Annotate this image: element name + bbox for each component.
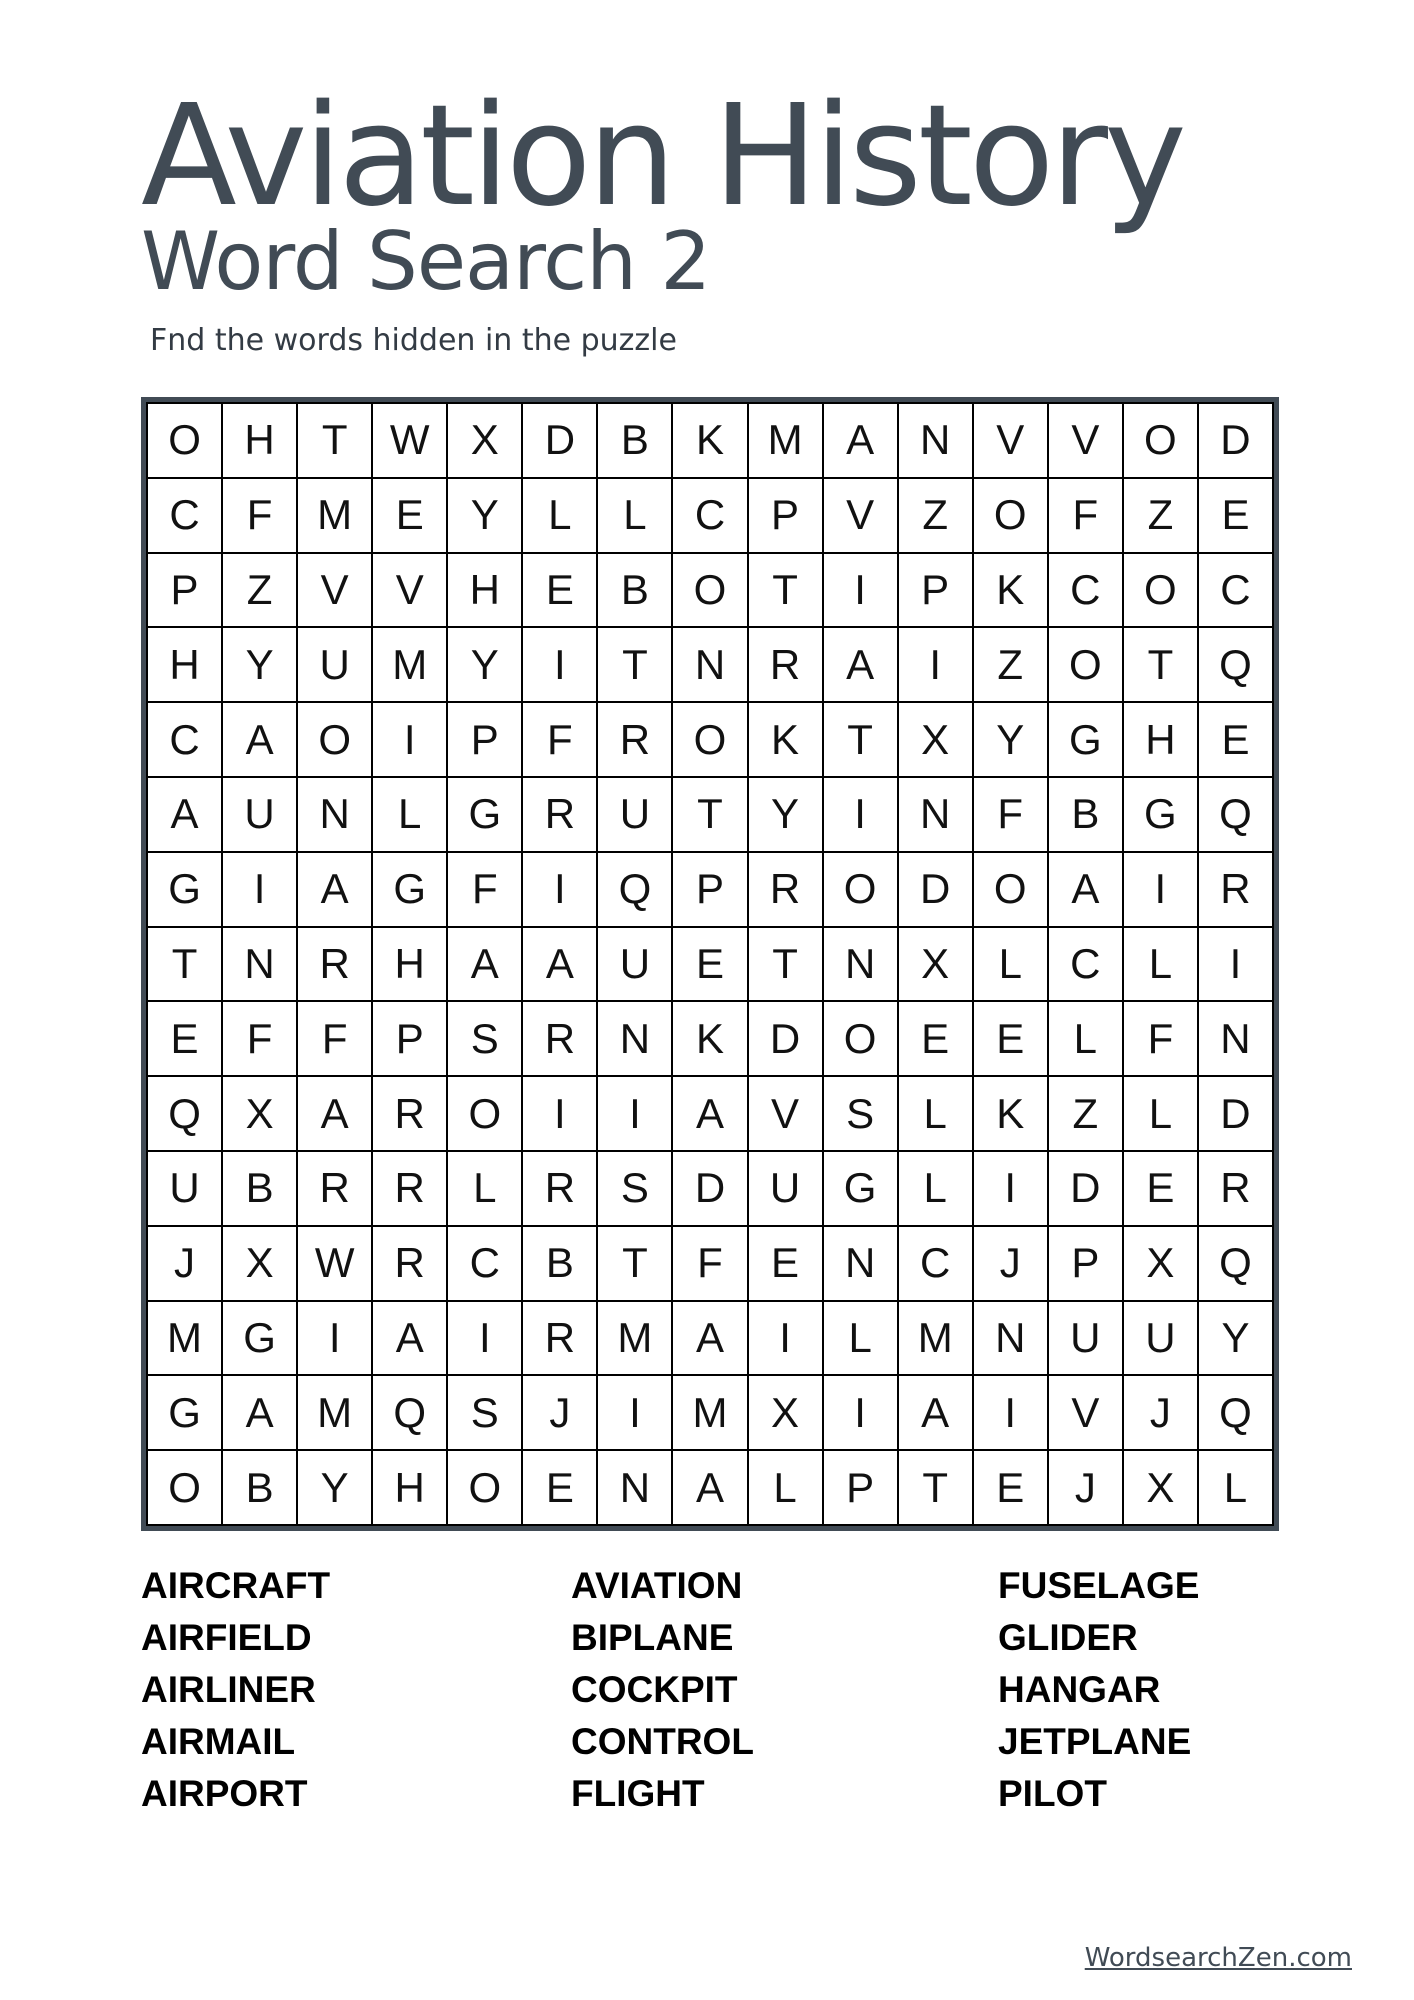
grid-cell: B	[223, 1152, 298, 1227]
grid-cell: I	[974, 1152, 1049, 1227]
grid-cell: V	[974, 404, 1049, 479]
grid-cell: O	[673, 703, 748, 778]
grid-cell: K	[673, 404, 748, 479]
word-item: FLIGHT	[571, 1773, 705, 1814]
grid-cell: J	[1124, 1376, 1199, 1451]
grid-cell: I	[1124, 853, 1199, 928]
grid-cell: L	[749, 1451, 824, 1526]
grid-cell: T	[899, 1451, 974, 1526]
grid-cell: T	[148, 928, 223, 1003]
grid-cell: U	[598, 778, 673, 853]
grid-cell: L	[1124, 928, 1199, 1003]
grid-cell: E	[1199, 703, 1274, 778]
grid-cell: I	[824, 778, 899, 853]
grid-cell: E	[974, 1451, 1049, 1526]
grid-cell: S	[448, 1376, 523, 1451]
grid-cell: K	[974, 554, 1049, 629]
grid-cell: E	[523, 1451, 598, 1526]
word-item: AIRMAIL	[141, 1721, 296, 1762]
grid-cell: I	[373, 703, 448, 778]
grid-cell: V	[373, 554, 448, 629]
grid-cell: R	[523, 1152, 598, 1227]
puzzle-frame	[141, 397, 1279, 1531]
grid-cell: A	[824, 404, 899, 479]
grid-cell: M	[899, 1302, 974, 1377]
grid-cell: J	[523, 1376, 598, 1451]
grid-cell: K	[974, 1077, 1049, 1152]
grid-cell: P	[749, 479, 824, 554]
grid-cell: I	[598, 1376, 673, 1451]
grid-cell: M	[298, 1376, 373, 1451]
grid-cell: I	[598, 1077, 673, 1152]
grid-cell: E	[148, 1002, 223, 1077]
grid-cell: A	[824, 628, 899, 703]
grid-cell: R	[373, 1227, 448, 1302]
grid-cell: L	[1124, 1077, 1199, 1152]
grid-cell: G	[448, 778, 523, 853]
word-item: AIRLINER	[141, 1669, 316, 1710]
grid-cell: Y	[298, 1451, 373, 1526]
grid-cell: X	[899, 928, 974, 1003]
grid-cell: G	[1049, 703, 1124, 778]
grid-cell: Q	[1199, 1376, 1274, 1451]
grid-cell: A	[673, 1451, 748, 1526]
grid-cell: P	[373, 1002, 448, 1077]
grid-cell: G	[148, 853, 223, 928]
grid-cell: F	[223, 1002, 298, 1077]
grid-cell: M	[298, 479, 373, 554]
grid-cell: V	[824, 479, 899, 554]
grid-cell: H	[148, 628, 223, 703]
grid-cell: O	[298, 703, 373, 778]
grid-cell: X	[1124, 1227, 1199, 1302]
grid-cell: A	[1049, 853, 1124, 928]
grid-cell: Y	[749, 778, 824, 853]
grid-cell: F	[523, 703, 598, 778]
page-title: Aviation History	[141, 75, 1183, 238]
grid-cell: U	[598, 928, 673, 1003]
grid-cell: F	[298, 1002, 373, 1077]
grid-cell: E	[899, 1002, 974, 1077]
grid-cell: B	[598, 554, 673, 629]
grid-cell: X	[899, 703, 974, 778]
grid-cell: O	[673, 554, 748, 629]
grid-cell: O	[824, 853, 899, 928]
grid-cell: O	[1124, 554, 1199, 629]
word-item: AIRCRAFT	[141, 1565, 331, 1606]
grid-cell: U	[148, 1152, 223, 1227]
grid-cell: X	[223, 1227, 298, 1302]
grid-cell: P	[899, 554, 974, 629]
grid-cell: O	[148, 1451, 223, 1526]
grid-cell: O	[974, 853, 1049, 928]
grid-cell: E	[523, 554, 598, 629]
grid-cell: F	[223, 479, 298, 554]
grid-cell: N	[598, 1451, 673, 1526]
grid-cell: R	[1199, 853, 1274, 928]
grid-cell: Z	[899, 479, 974, 554]
grid-cell: H	[448, 554, 523, 629]
grid-cell: N	[899, 778, 974, 853]
grid-cell: C	[673, 479, 748, 554]
grid-cell: A	[223, 703, 298, 778]
grid-cell: F	[974, 778, 1049, 853]
grid-cell: C	[899, 1227, 974, 1302]
grid-cell: O	[448, 1077, 523, 1152]
grid-cell: V	[298, 554, 373, 629]
grid-cell: D	[1199, 404, 1274, 479]
grid-cell: M	[673, 1376, 748, 1451]
grid-cell: X	[1124, 1451, 1199, 1526]
word-item: AIRFIELD	[141, 1617, 312, 1658]
grid-cell: I	[974, 1376, 1049, 1451]
grid-cell: Z	[223, 554, 298, 629]
grid-cell: N	[673, 628, 748, 703]
grid-cell: R	[749, 628, 824, 703]
grid-cell: G	[1124, 778, 1199, 853]
word-item: JETPLANE	[998, 1721, 1192, 1762]
grid-cell: L	[899, 1077, 974, 1152]
grid-cell: R	[373, 1077, 448, 1152]
grid-cell: T	[824, 703, 899, 778]
grid-cell: R	[523, 1302, 598, 1377]
grid-cell: O	[1124, 404, 1199, 479]
word-column-1	[141, 1560, 330, 1820]
grid-cell: S	[824, 1077, 899, 1152]
grid-cell: J	[974, 1227, 1049, 1302]
grid-cell: L	[373, 778, 448, 853]
grid-cell: N	[824, 1227, 899, 1302]
grid-cell: G	[148, 1376, 223, 1451]
grid-cell: F	[1124, 1002, 1199, 1077]
grid-cell: Y	[1199, 1302, 1274, 1377]
grid-cell: F	[673, 1227, 748, 1302]
grid-cell: E	[749, 1227, 824, 1302]
grid-cell: Q	[1199, 628, 1274, 703]
grid-cell: A	[673, 1302, 748, 1377]
letter-grid	[146, 402, 1274, 1526]
grid-cell: C	[148, 479, 223, 554]
grid-cell: E	[373, 479, 448, 554]
grid-cell: P	[448, 703, 523, 778]
grid-cell: H	[1124, 703, 1199, 778]
grid-cell: N	[974, 1302, 1049, 1377]
grid-cell: E	[1124, 1152, 1199, 1227]
grid-cell: B	[1049, 778, 1124, 853]
grid-cell: Y	[448, 628, 523, 703]
grid-cell: Z	[1124, 479, 1199, 554]
grid-cell: U	[1049, 1302, 1124, 1377]
grid-cell: R	[523, 778, 598, 853]
grid-cell: D	[523, 404, 598, 479]
grid-cell: D	[899, 853, 974, 928]
word-item: CONTROL	[571, 1721, 754, 1762]
grid-cell: T	[598, 1227, 673, 1302]
grid-cell: H	[223, 404, 298, 479]
grid-cell: A	[223, 1376, 298, 1451]
grid-cell: A	[448, 928, 523, 1003]
grid-cell: U	[749, 1152, 824, 1227]
word-column-3	[998, 1560, 1199, 1820]
word-item: COCKPIT	[571, 1669, 738, 1710]
grid-cell: R	[598, 703, 673, 778]
word-item: FUSELAGE	[998, 1565, 1200, 1606]
grid-cell: C	[148, 703, 223, 778]
grid-cell: O	[448, 1451, 523, 1526]
grid-cell: A	[298, 1077, 373, 1152]
grid-cell: M	[148, 1302, 223, 1377]
grid-cell: L	[899, 1152, 974, 1227]
grid-cell: A	[673, 1077, 748, 1152]
grid-cell: L	[824, 1302, 899, 1377]
grid-cell: A	[899, 1376, 974, 1451]
grid-cell: A	[298, 853, 373, 928]
grid-cell: M	[373, 628, 448, 703]
grid-cell: G	[824, 1152, 899, 1227]
grid-cell: N	[1199, 1002, 1274, 1077]
word-column-2	[571, 1560, 754, 1820]
grid-cell: J	[148, 1227, 223, 1302]
grid-cell: Q	[1199, 778, 1274, 853]
grid-cell: A	[523, 928, 598, 1003]
grid-cell: U	[223, 778, 298, 853]
grid-cell: O	[1049, 628, 1124, 703]
grid-cell: Z	[1049, 1077, 1124, 1152]
word-list	[141, 1560, 1281, 1820]
grid-cell: X	[448, 404, 523, 479]
grid-cell: S	[598, 1152, 673, 1227]
grid-cell: R	[749, 853, 824, 928]
grid-cell: L	[974, 928, 1049, 1003]
grid-cell: C	[1049, 554, 1124, 629]
grid-cell: E	[673, 928, 748, 1003]
grid-cell: T	[298, 404, 373, 479]
grid-cell: C	[1199, 554, 1274, 629]
grid-cell: O	[824, 1002, 899, 1077]
grid-cell: V	[749, 1077, 824, 1152]
grid-cell: G	[373, 853, 448, 928]
grid-cell: P	[824, 1451, 899, 1526]
grid-cell: F	[448, 853, 523, 928]
grid-cell: W	[373, 404, 448, 479]
grid-cell: N	[598, 1002, 673, 1077]
grid-cell: D	[673, 1152, 748, 1227]
grid-cell: N	[824, 928, 899, 1003]
grid-cell: Z	[974, 628, 1049, 703]
grid-cell: M	[598, 1302, 673, 1377]
grid-cell: Y	[448, 479, 523, 554]
grid-cell: Q	[148, 1077, 223, 1152]
grid-cell: I	[824, 554, 899, 629]
grid-cell: W	[298, 1227, 373, 1302]
grid-cell: E	[974, 1002, 1049, 1077]
grid-cell: I	[899, 628, 974, 703]
grid-cell: R	[1199, 1152, 1274, 1227]
grid-cell: T	[598, 628, 673, 703]
instructions: Fnd the words hidden in the puzzle	[150, 323, 677, 358]
grid-cell: X	[749, 1376, 824, 1451]
grid-cell: U	[298, 628, 373, 703]
grid-cell: I	[749, 1302, 824, 1377]
grid-cell: T	[673, 778, 748, 853]
grid-cell: J	[1049, 1451, 1124, 1526]
word-item: PILOT	[998, 1773, 1107, 1814]
grid-cell: I	[523, 853, 598, 928]
grid-cell: I	[523, 628, 598, 703]
grid-cell: V	[1049, 1376, 1124, 1451]
grid-cell: V	[1049, 404, 1124, 479]
grid-cell: O	[974, 479, 1049, 554]
word-item: HANGAR	[998, 1669, 1161, 1710]
grid-cell: T	[749, 928, 824, 1003]
grid-cell: N	[298, 778, 373, 853]
grid-cell: H	[373, 1451, 448, 1526]
grid-cell: R	[298, 928, 373, 1003]
grid-cell: M	[749, 404, 824, 479]
grid-cell: D	[1049, 1152, 1124, 1227]
word-item: AIRPORT	[141, 1773, 308, 1814]
grid-cell: T	[1124, 628, 1199, 703]
grid-cell: I	[523, 1077, 598, 1152]
grid-cell: R	[373, 1152, 448, 1227]
grid-cell: L	[1049, 1002, 1124, 1077]
grid-cell: Y	[974, 703, 1049, 778]
grid-cell: I	[298, 1302, 373, 1377]
grid-cell: R	[523, 1002, 598, 1077]
grid-cell: I	[448, 1302, 523, 1377]
grid-cell: L	[598, 479, 673, 554]
footer-website-link[interactable]: WordsearchZen.com	[1084, 1943, 1352, 1973]
grid-cell: K	[673, 1002, 748, 1077]
grid-cell: B	[598, 404, 673, 479]
grid-cell: Y	[223, 628, 298, 703]
grid-cell: I	[223, 853, 298, 928]
grid-cell: L	[1199, 1451, 1274, 1526]
grid-cell: D	[749, 1002, 824, 1077]
grid-cell: I	[824, 1376, 899, 1451]
grid-cell: I	[1199, 928, 1274, 1003]
grid-cell: Q	[373, 1376, 448, 1451]
grid-cell: S	[448, 1002, 523, 1077]
page-subtitle: Word Search 2	[141, 215, 711, 308]
grid-cell: L	[523, 479, 598, 554]
grid-cell: C	[448, 1227, 523, 1302]
grid-cell: G	[223, 1302, 298, 1377]
grid-cell: P	[673, 853, 748, 928]
grid-cell: K	[749, 703, 824, 778]
grid-cell: Q	[1199, 1227, 1274, 1302]
grid-cell: P	[148, 554, 223, 629]
grid-cell: B	[223, 1451, 298, 1526]
grid-cell: N	[223, 928, 298, 1003]
word-item: AVIATION	[571, 1565, 743, 1606]
grid-cell: P	[1049, 1227, 1124, 1302]
word-item: BIPLANE	[571, 1617, 734, 1658]
grid-cell: D	[1199, 1077, 1274, 1152]
grid-cell: B	[523, 1227, 598, 1302]
grid-cell: A	[148, 778, 223, 853]
grid-cell: L	[448, 1152, 523, 1227]
grid-cell: N	[899, 404, 974, 479]
grid-cell: O	[148, 404, 223, 479]
word-item: GLIDER	[998, 1617, 1138, 1658]
grid-cell: X	[223, 1077, 298, 1152]
grid-cell: R	[298, 1152, 373, 1227]
grid-cell: E	[1199, 479, 1274, 554]
grid-cell: T	[749, 554, 824, 629]
grid-cell: Q	[598, 853, 673, 928]
grid-cell: C	[1049, 928, 1124, 1003]
grid-cell: F	[1049, 479, 1124, 554]
grid-cell: H	[373, 928, 448, 1003]
grid-cell: A	[373, 1302, 448, 1377]
grid-cell: U	[1124, 1302, 1199, 1377]
